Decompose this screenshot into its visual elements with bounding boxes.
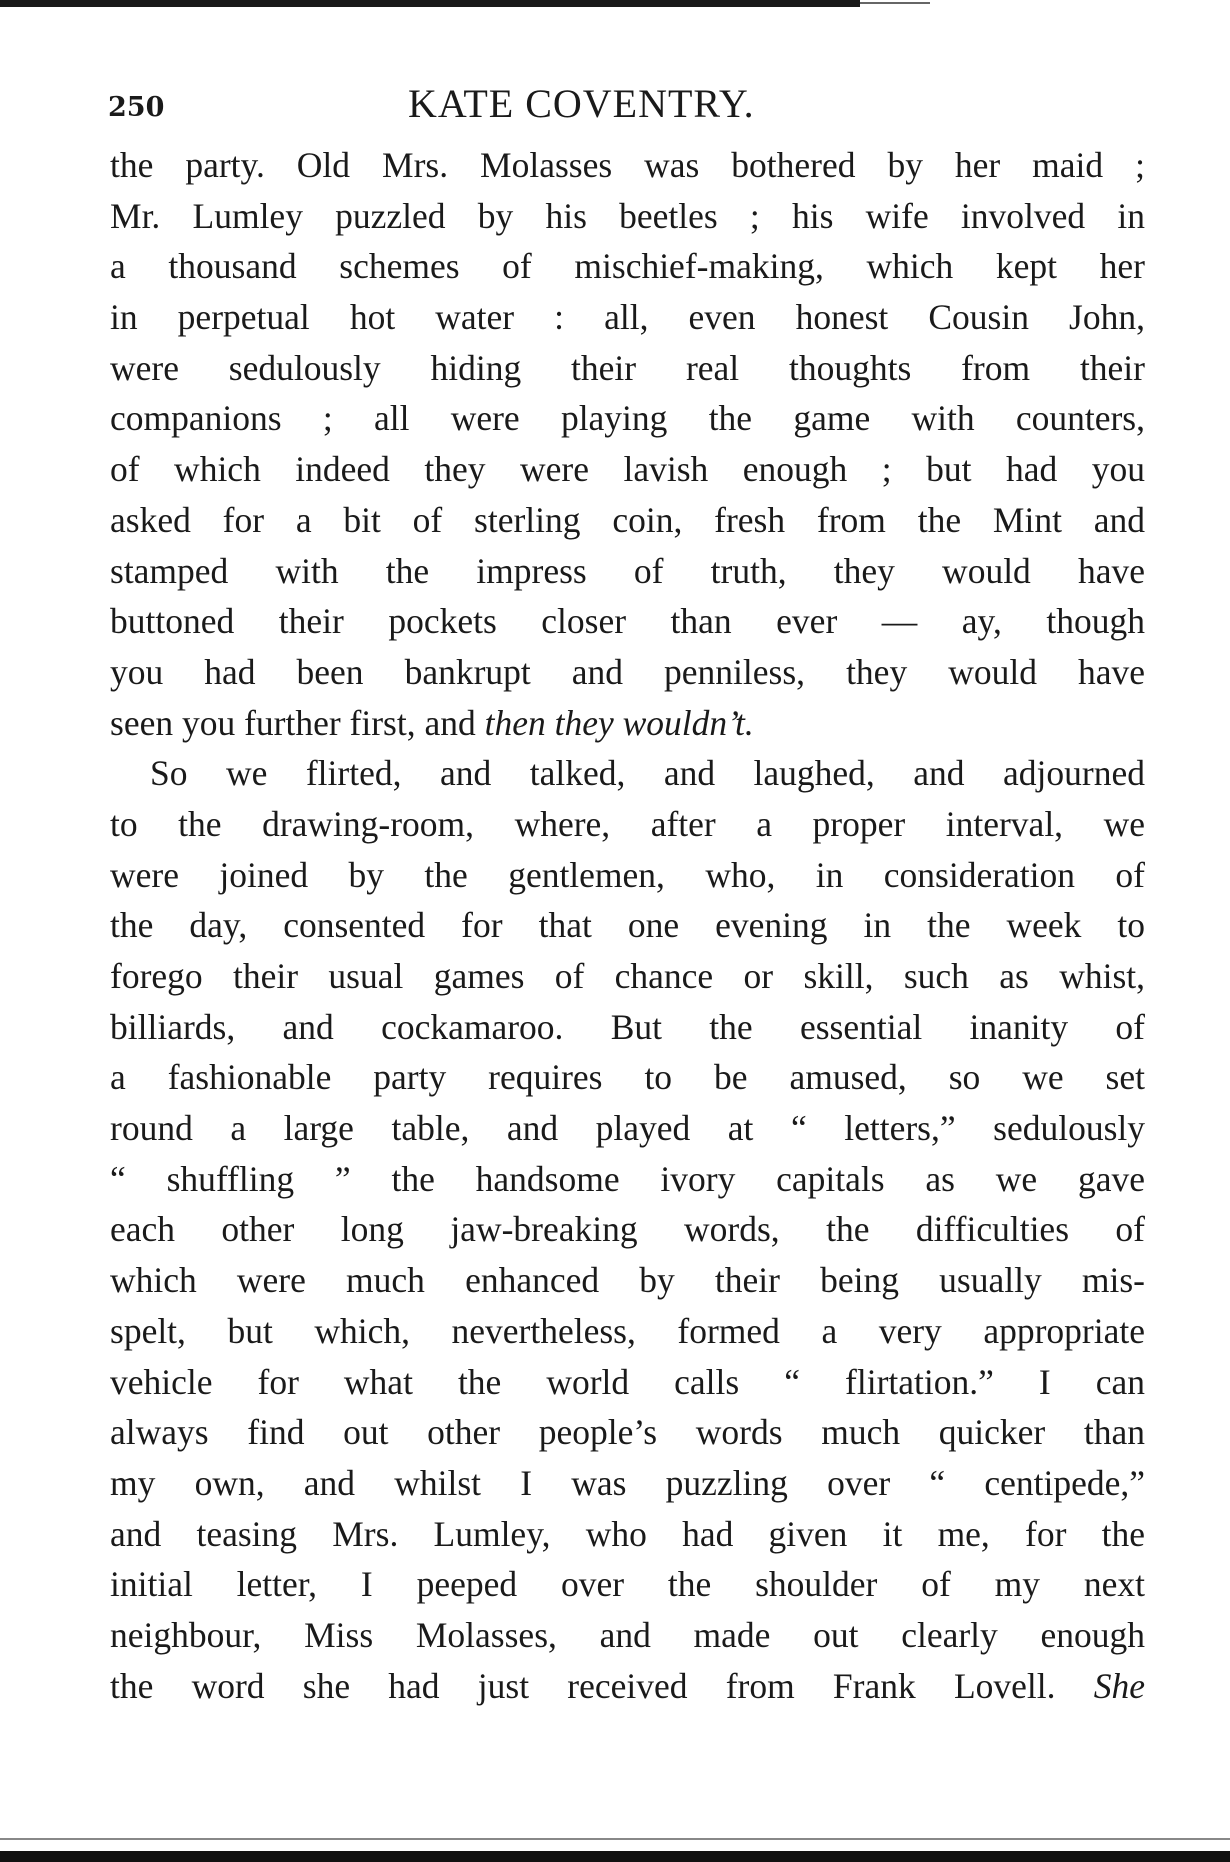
- italic-run: She: [1093, 1665, 1145, 1706]
- text-line: neighbour, Miss Molasses, and made out clearly enough: [110, 1614, 1145, 1655]
- text-line: “ shuffling ” the handsome ivory capitals as we gave: [110, 1158, 1145, 1199]
- text-line: the party. Old Mrs. Molasses was bothered by her maid ;: [110, 145, 1145, 185]
- text-line: and teasing Mrs. Lumley, who had given it me, for the: [110, 1513, 1145, 1554]
- page-number: 250: [108, 92, 165, 123]
- text-line: in perpetual hot water : all, even honest Cousin John,: [110, 297, 1145, 338]
- text-line: spelt, but which, nevertheless, formed a very appropriate: [110, 1310, 1145, 1351]
- paragraph-1: [110, 140, 1145, 748]
- body-text: [110, 140, 1145, 1711]
- running-title: KATE COVENTRY.: [408, 81, 755, 126]
- paragraph-2: [110, 748, 1145, 1711]
- text-line: a fashionable party requires to be amused, so we set: [110, 1057, 1145, 1098]
- italic-run: then they wouldn’t.: [484, 702, 754, 743]
- text-line: vehicle for what the world calls “ flirtation.” I can: [110, 1361, 1145, 1402]
- page-header: [0, 80, 1230, 130]
- text-line: my own, and whilst I was puzzling over “ centipede,”: [110, 1462, 1145, 1503]
- text-run: seen you further first, and: [110, 702, 485, 743]
- text-line-last: [110, 698, 1145, 749]
- text-line: stamped with the impress of truth, they would have: [110, 550, 1145, 591]
- text-line: billiards, and cockamaroo. But the essential inanity of: [110, 1006, 1145, 1047]
- text-line: to the drawing-room, where, after a proper interval, we: [110, 803, 1145, 844]
- text-line: buttoned their pockets closer than ever — ay, though: [110, 601, 1145, 642]
- text-line: forego their usual games of chance or skill, such as whist,: [110, 956, 1145, 996]
- text-line-first: So we flirted, and talked, and laughed, and adjourned: [150, 753, 1145, 794]
- top-edge-rule: [0, 0, 860, 7]
- text-line: asked for a bit of sterling coin, fresh from the Mint and: [110, 499, 1145, 540]
- text-line-last: [110, 1661, 1145, 1712]
- text-line: were joined by the gentlemen, who, in consideration of: [110, 854, 1145, 895]
- text-line: were sedulously hiding their real thoughts from their: [110, 347, 1145, 388]
- bottom-edge-rule-thin: [0, 1838, 1230, 1840]
- text-line: you had been bankrupt and penniless, they would have: [110, 651, 1145, 692]
- text-line: Mr. Lumley puzzled by his beetles ; his wife involved in: [110, 195, 1145, 236]
- top-edge-rule-thin: [860, 2, 930, 4]
- text-line: round a large table, and played at “ letters,” sedulously: [110, 1108, 1145, 1149]
- text-line: initial letter, I peeped over the shoulder of my next: [110, 1564, 1145, 1605]
- bottom-edge-rule: [0, 1851, 1230, 1862]
- text-line: companions ; all were playing the game with counters,: [110, 398, 1145, 439]
- text-line: always find out other people’s words much quicker than: [110, 1412, 1145, 1453]
- text-line: the day, consented for that one evening in the week to: [110, 905, 1145, 946]
- text-line: which were much enhanced by their being usually mis-: [110, 1260, 1145, 1301]
- text-line: of which indeed they were lavish enough ; but had you: [110, 449, 1145, 490]
- text-line: each other long jaw-breaking words, the difficulties of: [110, 1209, 1145, 1250]
- text-line: a thousand schemes of mischief-making, which kept her: [110, 246, 1145, 287]
- text-run: the word she had just received from Frank Lovell.: [110, 1665, 1094, 1706]
